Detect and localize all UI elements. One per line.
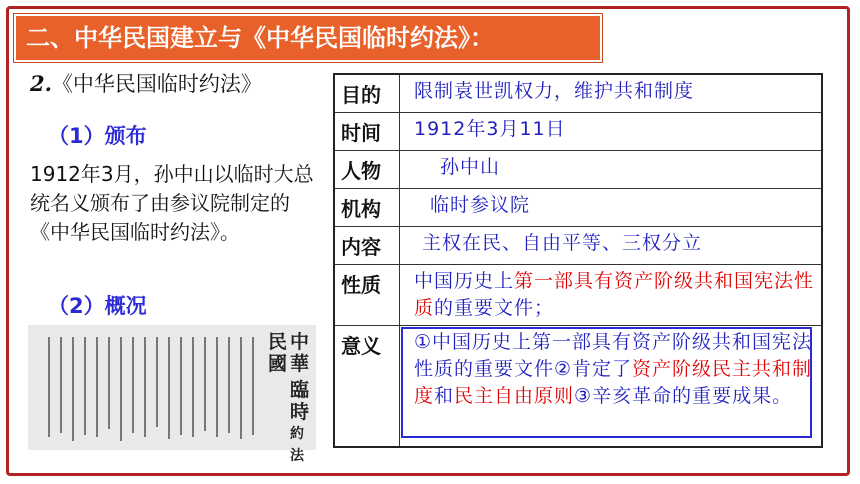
row-label: 时间 [334, 113, 400, 151]
table-row-person [334, 151, 822, 189]
table-row-organization [334, 189, 822, 227]
significance-highlight-box [401, 327, 812, 438]
row-value: 中国历史上第一部具有资产阶级共和国宪法性质的重要文件； [400, 265, 823, 326]
doc-caption-col-4: 約法 [290, 426, 304, 464]
doc-caption-col-2: 民國 [268, 331, 288, 375]
table-row-time [334, 113, 822, 151]
section-number: 2. [30, 71, 52, 96]
row-label: 性质 [334, 265, 400, 326]
section-label: 《中华民国临时约法》 [51, 72, 262, 96]
row-value: 孙中山 [400, 151, 823, 189]
row-value: 限制袁世凯权力，维护共和制度 [400, 74, 823, 113]
slide-title: 二、中华民国建立与《中华民国临时约法》： [14, 14, 602, 62]
promulgate-heading: （1）颁布 [48, 124, 147, 148]
row-label: 目的 [334, 74, 400, 113]
row-label: 人物 [334, 151, 400, 189]
row-value: 1912年3月11日 [400, 113, 823, 151]
table-row-nature [334, 265, 822, 326]
promulgate-text: 1912年3月，孙中山以临时大总统名义颁布了由参议院制定的《中华民国临时约法》。 [30, 162, 314, 244]
doc-caption-col-1: 中華 [290, 331, 310, 375]
section-heading [30, 68, 262, 98]
row-value: 主权在民、自由平等、三权分立 [400, 227, 823, 265]
row-label: 机构 [334, 189, 400, 227]
row-value: ①中国历史上第一部具有资产阶级共和国宪法性质的重要文件②肯定了资产阶级民主共和制度和民主自由原则③辛亥革命的重要成果。 [400, 326, 823, 448]
row-value: 临时参议院 [400, 189, 823, 227]
row-label: 内容 [334, 227, 400, 265]
row-label: 意义 [334, 326, 400, 448]
doc-caption-col-3: 臨時 [290, 379, 310, 423]
table-row-purpose [334, 74, 822, 113]
constitution-document-image [28, 325, 316, 464]
table-row-content [334, 227, 822, 265]
overview-heading: （2）概况 [48, 294, 147, 318]
